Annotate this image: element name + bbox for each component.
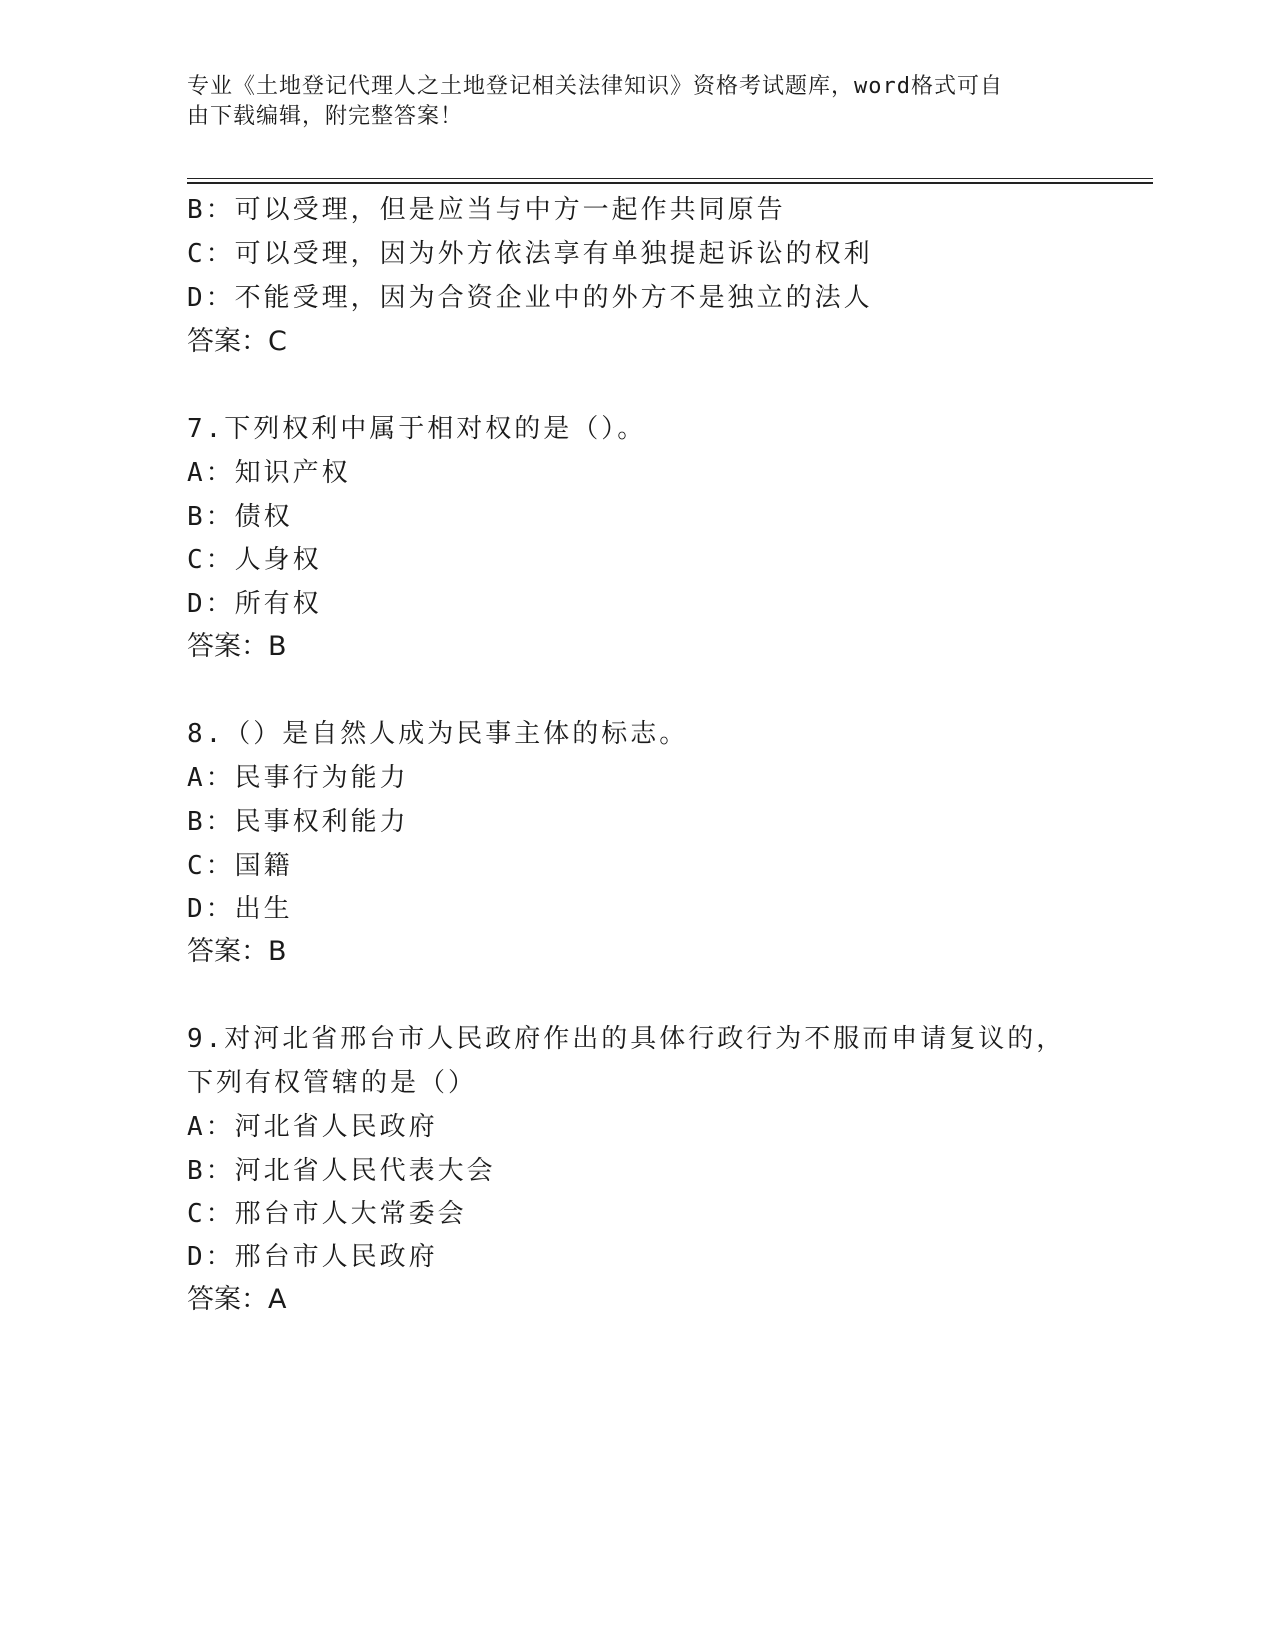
q7-answer: 答案：B [187, 631, 287, 662]
q7-question: 7.下列权利中属于相对权的是（）。 [187, 414, 647, 444]
q6-option-b: B：可以受理，但是应当与中方一起作共同原告 [187, 195, 786, 225]
q8-answer: 答案：B [187, 936, 287, 967]
q8-question: 8.（）是自然人成为民事主体的标志。 [187, 719, 689, 749]
header-line-1: 专业《土地登记代理人之土地登记相关法律知识》资格考试题库，word格式可自 [187, 74, 1003, 99]
q9-question-line-1: 9.对河北省邢台市人民政府作出的具体行政行为不服而申请复议的， [187, 1024, 1066, 1054]
document-header [187, 72, 1067, 132]
q8-option-d: D：出生 [187, 894, 293, 924]
q9-option-b: B：河北省人民代表大会 [187, 1156, 496, 1186]
q8-option-a: A：民事行为能力 [187, 763, 409, 793]
q7-option-b: B：债权 [187, 502, 293, 532]
q6-option-c: C：可以受理，因为外方依法享有单独提起诉讼的权利 [187, 239, 873, 269]
header-divider-thin [187, 178, 1153, 179]
q9-question-line-2: 下列有权管辖的是（） [187, 1068, 478, 1098]
q6-option-d: D：不能受理，因为合资企业中的外方不是独立的法人 [187, 283, 873, 313]
q9-option-c: C：邢台市人大常委会 [187, 1199, 467, 1229]
q9-option-d: D：邢台市人民政府 [187, 1242, 438, 1272]
q7-option-d: D：所有权 [187, 589, 322, 619]
q6-answer: 答案：C [187, 326, 287, 357]
q9-answer: 答案：A [187, 1284, 287, 1315]
header-divider-thick [187, 182, 1153, 184]
q8-option-b: B：民事权利能力 [187, 807, 409, 837]
q7-option-a: A：知识产权 [187, 458, 351, 488]
q8-option-c: C：国籍 [187, 851, 293, 881]
header-line-2: 由下载编辑，附完整答案！ [187, 104, 464, 129]
q7-option-c: C：人身权 [187, 545, 322, 575]
q9-option-a: A：河北省人民政府 [187, 1112, 438, 1142]
